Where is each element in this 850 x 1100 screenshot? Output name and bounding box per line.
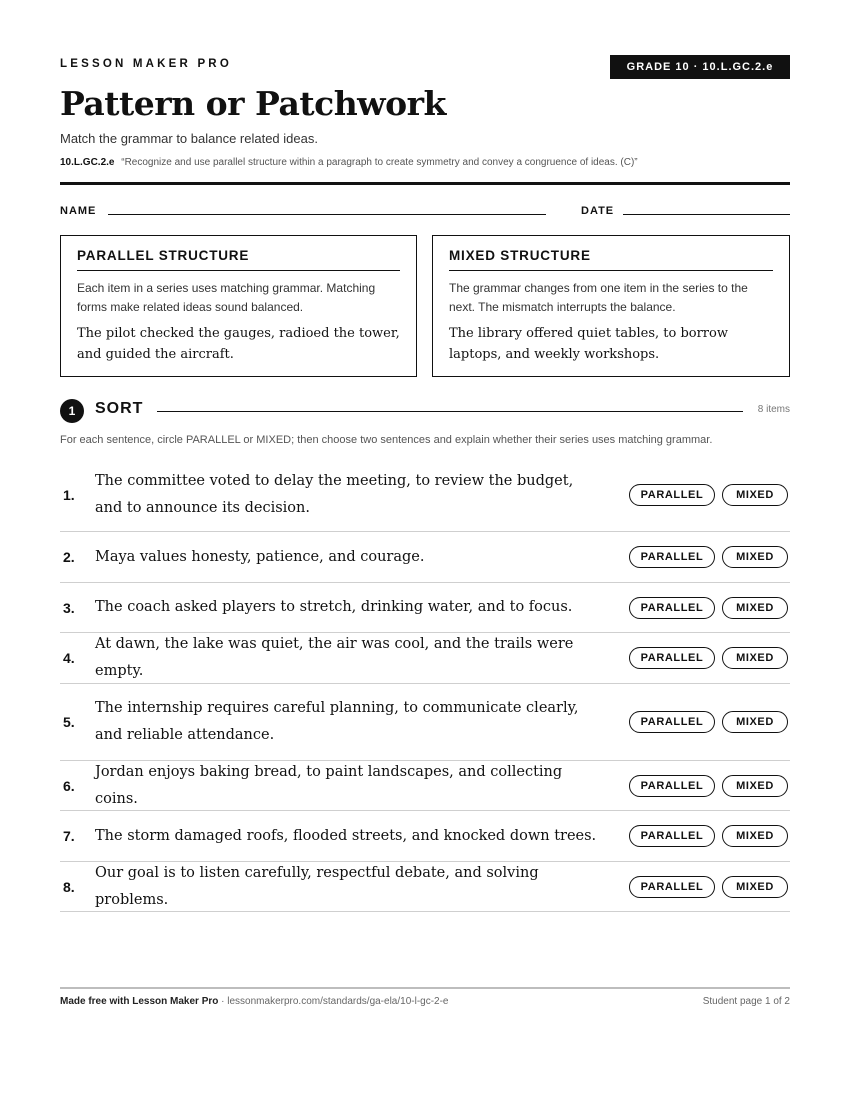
item-sentence: The storm damaged roofs, flooded streets, and knocked down trees.	[95, 827, 597, 844]
standard-code: 10.L.GC.2.e	[60, 157, 115, 168]
mixed-choice[interactable]: MIXED	[722, 825, 788, 847]
mixed-choice[interactable]: MIXED	[722, 775, 788, 797]
sort-item	[60, 761, 790, 811]
mixed-choice[interactable]: MIXED	[722, 876, 788, 898]
sort-item	[60, 633, 790, 684]
brand-name: LESSON MAKER PRO	[60, 58, 232, 70]
section-number-badge: 1	[60, 399, 84, 423]
header-divider	[60, 182, 790, 185]
name-field[interactable]	[108, 214, 546, 215]
parallel-choice[interactable]: PARALLEL	[629, 876, 715, 898]
sort-item	[60, 458, 790, 532]
page-indicator: Student page 1 of 2	[702, 996, 790, 1007]
item-number: 7.	[63, 828, 75, 844]
standard-line	[60, 157, 638, 168]
worksheet-title: Pattern or Patchwork	[60, 84, 446, 123]
mixed-choice[interactable]: MIXED	[722, 546, 788, 568]
sort-item	[60, 532, 790, 583]
section-title: SORT	[95, 400, 144, 417]
footer-credit	[60, 996, 449, 1007]
parallel-choice[interactable]: PARALLEL	[629, 825, 715, 847]
parallel-choice[interactable]: PARALLEL	[629, 484, 715, 506]
parallel-choice[interactable]: PARALLEL	[629, 775, 715, 797]
section-instructions: For each sentence, circle PARALLEL or MIXED; then choose two sentences and explain whether their series uses matching grammar.	[60, 434, 713, 446]
date-field[interactable]	[623, 214, 790, 215]
sort-items-list	[60, 458, 790, 912]
parallel-choice[interactable]: PARALLEL	[629, 597, 715, 619]
parallel-definition-box	[60, 235, 417, 377]
item-sentence: At dawn, the lake was quiet, the air was cool, and the trails were empty.	[95, 636, 574, 679]
sort-item	[60, 862, 790, 912]
parallel-choice[interactable]: PARALLEL	[629, 546, 715, 568]
sort-item	[60, 811, 790, 862]
parallel-definition-description: Each item in a series uses matching grammar. Matching forms make related ideas sound balanced.	[77, 281, 376, 314]
parallel-definition-heading: PARALLEL STRUCTURE	[77, 248, 400, 271]
item-sentence: The coach asked players to stretch, drinking water, and to focus.	[95, 599, 573, 615]
mixed-choice[interactable]: MIXED	[722, 484, 788, 506]
footer-url[interactable]: · lessonmakerpro.com/standards/ga-ela/10-l-gc-2-e	[218, 996, 449, 1007]
sort-item	[60, 684, 790, 761]
mixed-definition-heading: MIXED STRUCTURE	[449, 248, 773, 271]
mixed-definition-description: The grammar changes from one item in the series to the next. The mismatch interrupts the balance.	[449, 281, 748, 314]
section-divider	[157, 411, 743, 412]
item-number: 8.	[63, 878, 75, 895]
parallel-choice[interactable]: PARALLEL	[629, 647, 715, 669]
item-sentence: Our goal is to listen carefully, respectful debate, and solving problems.	[95, 864, 539, 908]
item-number: 5.	[63, 714, 75, 730]
parallel-choice[interactable]: PARALLEL	[629, 711, 715, 733]
item-number: 3.	[63, 599, 75, 616]
standard-text: “Recognize and use parallel structure within a paragraph to create symmetry and convey a congruence of ideas. (C)”	[121, 157, 638, 168]
sort-item	[60, 583, 790, 633]
item-number: 4.	[63, 650, 75, 666]
item-sentence: The committee voted to delay the meeting, to review the budget, and to announce its decision.	[95, 472, 574, 516]
item-number: 2.	[63, 549, 75, 565]
worksheet-subtitle: Match the grammar to balance related ideas.	[60, 131, 318, 146]
mixed-choice[interactable]: MIXED	[722, 647, 788, 669]
grade-badge: GRADE 10 · 10.L.GC.2.e	[610, 55, 790, 79]
item-count: 8 items	[757, 404, 790, 415]
footer-divider	[60, 987, 790, 989]
item-sentence: The internship requires careful planning, to communicate clearly, and reliable attendance.	[95, 700, 579, 743]
parallel-definition-example: The pilot checked the gauges, radioed the tower, and guided the aircraft.	[77, 326, 400, 362]
mixed-definition-box	[432, 235, 790, 377]
item-sentence: Jordan enjoys baking bread, to paint landscapes, and collecting coins.	[95, 763, 563, 807]
mixed-choice[interactable]: MIXED	[722, 597, 788, 619]
item-sentence: Maya values honesty, patience, and courage.	[95, 548, 425, 565]
name-label: NAME	[60, 205, 97, 217]
item-number: 6.	[63, 777, 75, 794]
footer-brand: Made free with Lesson Maker Pro	[60, 996, 219, 1007]
mixed-definition-example: The library offered quiet tables, to borrow laptops, and weekly workshops.	[449, 326, 728, 362]
item-number: 1.	[63, 486, 75, 503]
mixed-choice[interactable]: MIXED	[722, 711, 788, 733]
date-label: DATE	[581, 205, 615, 217]
